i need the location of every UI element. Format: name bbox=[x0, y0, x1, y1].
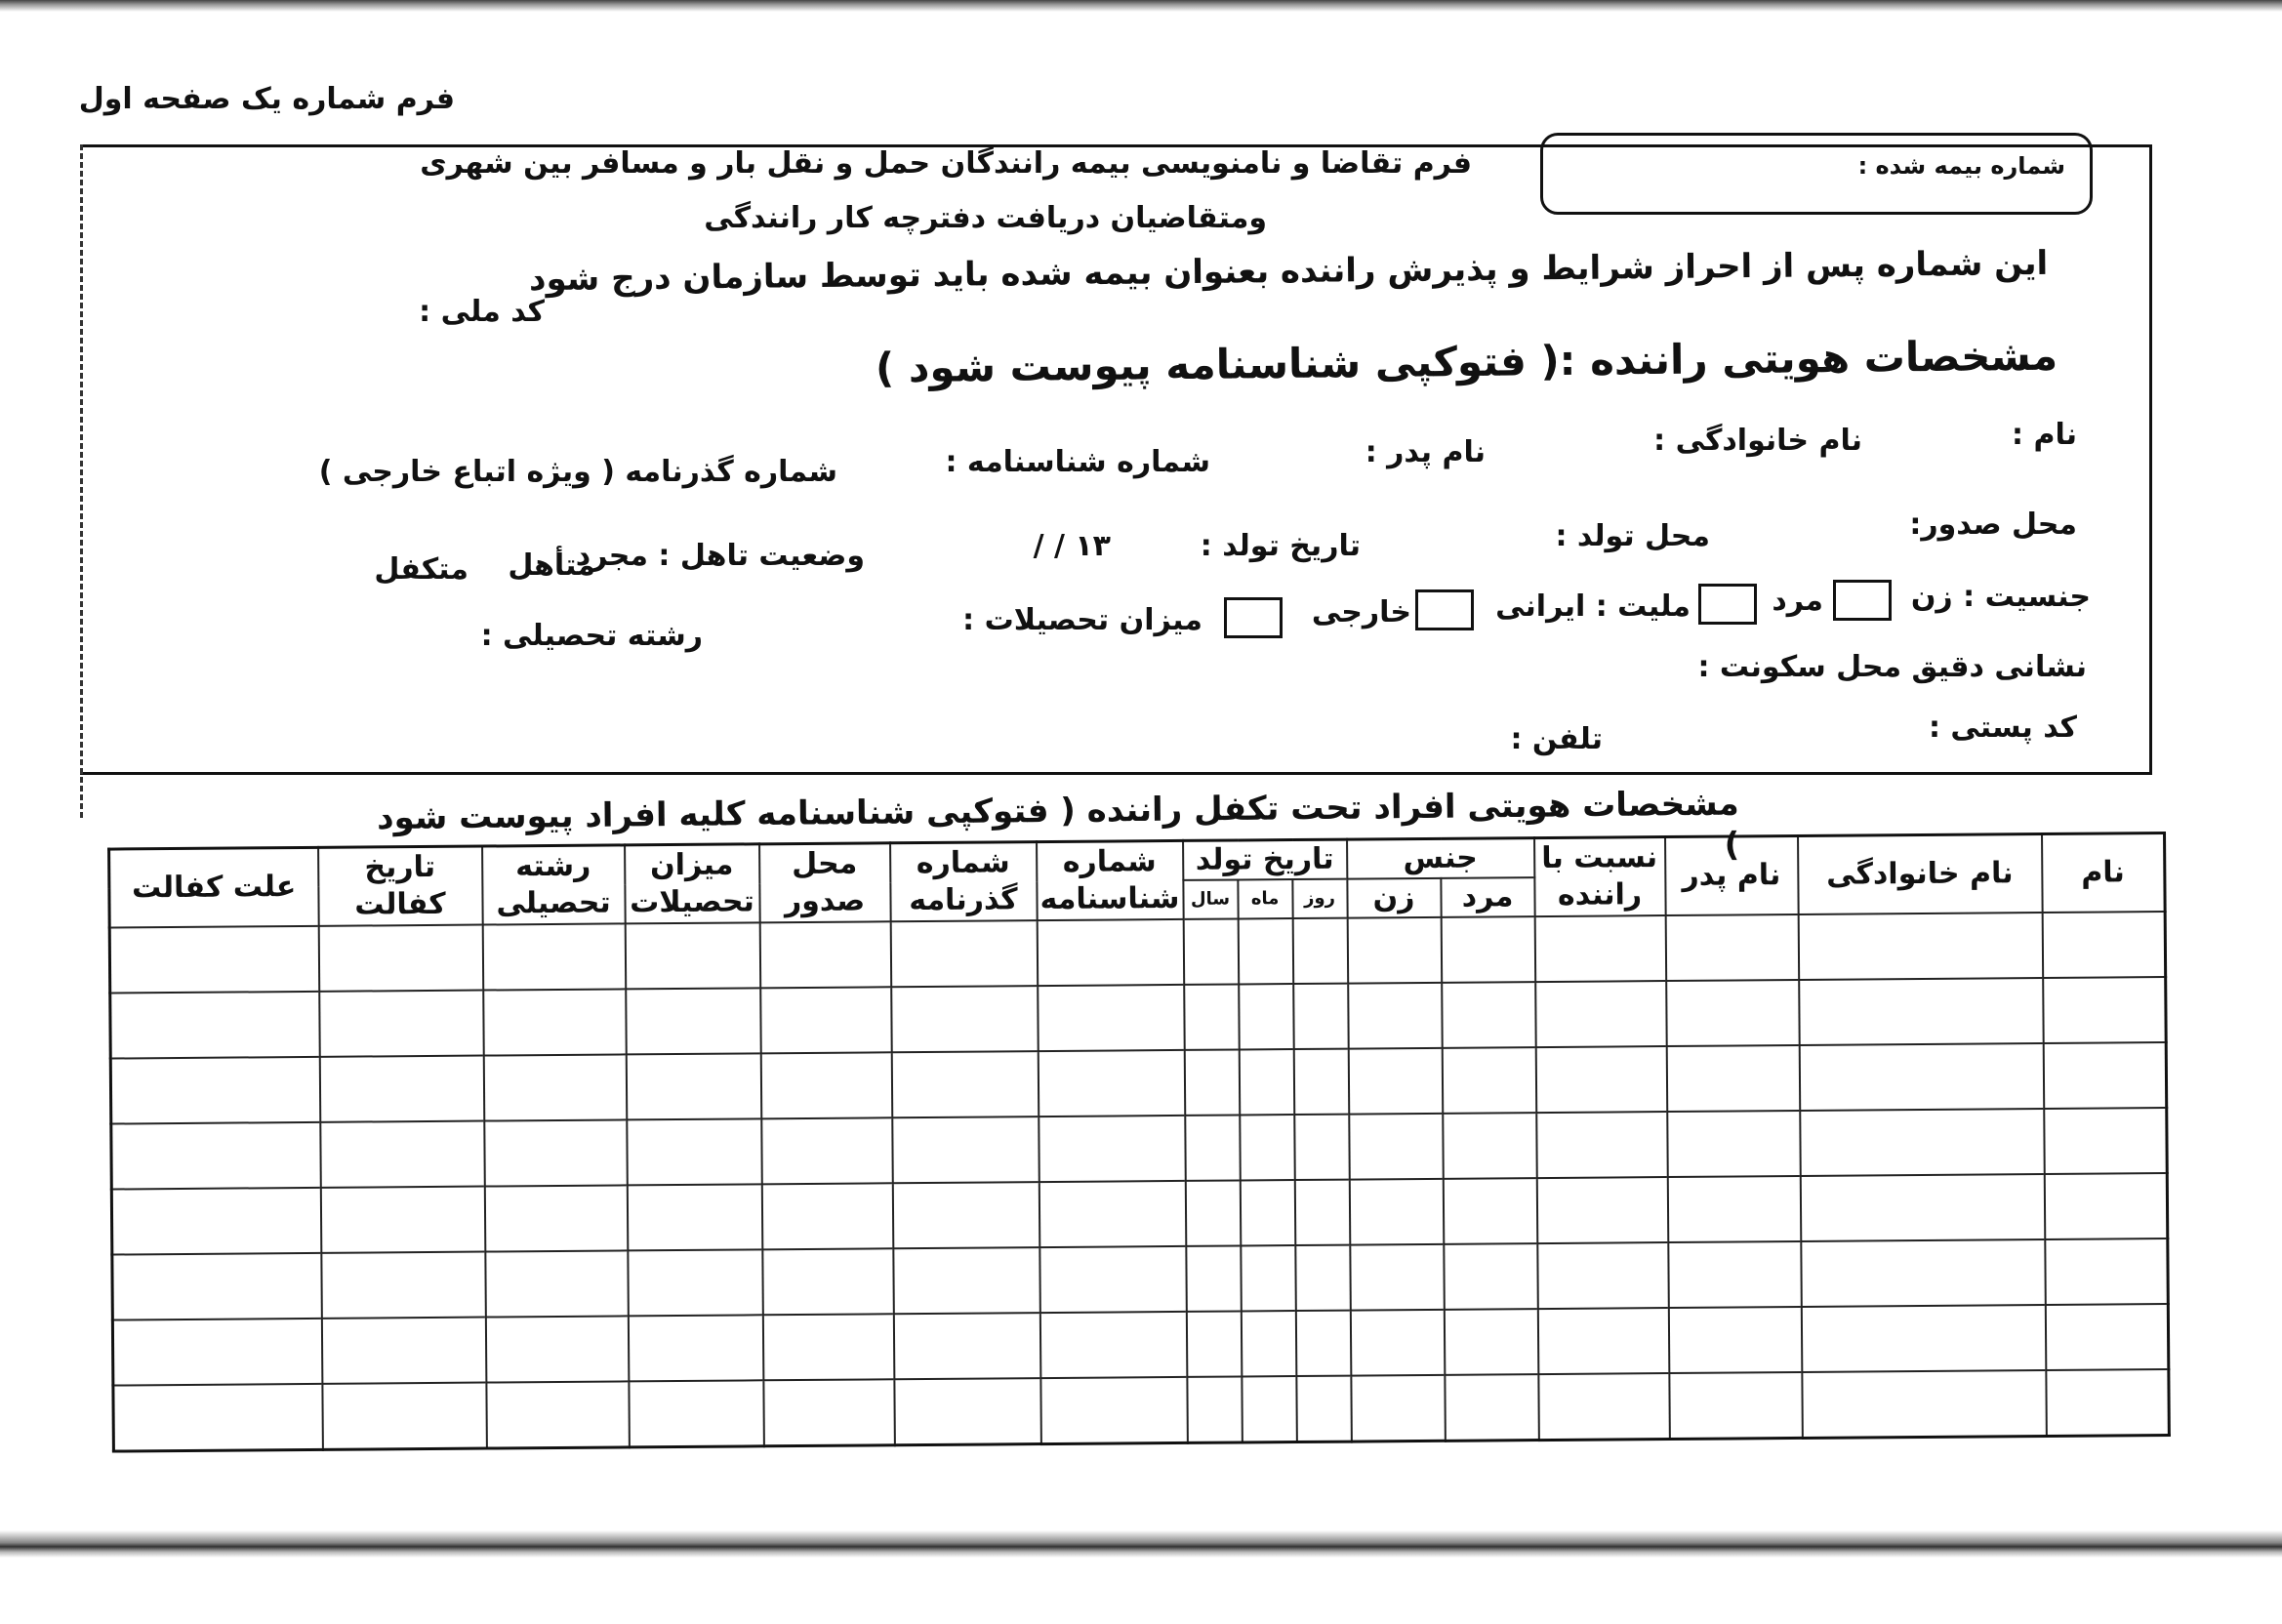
table-cell[interactable] bbox=[1292, 918, 1348, 984]
driver-gender-label: جنسیت : زن bbox=[1910, 580, 2091, 614]
table-cell[interactable] bbox=[1186, 1245, 1242, 1311]
table-cell[interactable] bbox=[1443, 1113, 1537, 1179]
dependents-section-title: مشخصات هویتی افراد تحت تکفل راننده ( فتوکپی شناسنامه کلیه افراد پیوست شود ) bbox=[376, 784, 1740, 865]
driver-birth-place-label[interactable]: محل تولد : bbox=[1555, 519, 1710, 553]
marital-option-married[interactable]: متأهل bbox=[508, 548, 595, 583]
table-cell[interactable] bbox=[485, 1250, 629, 1317]
table-cell[interactable] bbox=[2043, 1042, 2167, 1109]
table-cell[interactable] bbox=[892, 1182, 1039, 1248]
col-first-name: نام bbox=[2042, 833, 2166, 913]
table-cell[interactable] bbox=[762, 1248, 894, 1315]
table-cell[interactable] bbox=[1668, 1241, 1802, 1308]
table-cell[interactable] bbox=[760, 1052, 892, 1118]
table-cell[interactable] bbox=[1241, 1311, 1296, 1376]
table-cell[interactable] bbox=[1799, 978, 2044, 1045]
driver-birth-date-template: / / ۱۳ bbox=[1033, 529, 1111, 563]
table-cell[interactable] bbox=[1184, 984, 1240, 1049]
table-cell[interactable] bbox=[484, 1185, 628, 1251]
table-cell[interactable] bbox=[1295, 1310, 1351, 1375]
table-cell[interactable] bbox=[891, 1051, 1039, 1117]
table-cell[interactable] bbox=[1666, 980, 1800, 1046]
col-guardianship-reason: علت کفالت bbox=[109, 847, 319, 927]
scan-bottom-edge bbox=[0, 1530, 2282, 1558]
table-cell[interactable] bbox=[1442, 982, 1536, 1048]
table-cell[interactable] bbox=[891, 986, 1039, 1052]
table-cell[interactable] bbox=[762, 1314, 894, 1380]
table-cell[interactable] bbox=[1039, 1312, 1187, 1378]
col-education-level: میزان تحصیلات bbox=[625, 844, 760, 924]
col-issue-place: محل صدور bbox=[759, 843, 891, 923]
scan-top-edge bbox=[0, 0, 2282, 12]
table-cell[interactable] bbox=[1242, 1376, 1297, 1442]
table-cell[interactable] bbox=[318, 925, 483, 992]
driver-nationality-label: ملیت : ایرانی bbox=[1495, 589, 1691, 624]
table-cell[interactable] bbox=[1538, 1373, 1670, 1441]
driver-phone-label[interactable]: تلفن : bbox=[1510, 722, 1603, 756]
table-cell[interactable] bbox=[1536, 1112, 1668, 1178]
table-cell[interactable] bbox=[1039, 1116, 1186, 1182]
table-cell[interactable] bbox=[626, 988, 761, 1054]
table-cell[interactable] bbox=[1799, 1043, 2044, 1111]
table-cell[interactable] bbox=[1350, 1244, 1445, 1311]
table-cell[interactable] bbox=[1039, 1181, 1186, 1247]
table-cell[interactable] bbox=[627, 1184, 762, 1250]
table-cell[interactable] bbox=[1669, 1372, 1803, 1440]
table-cell[interactable] bbox=[761, 1117, 893, 1184]
table-cell[interactable] bbox=[2045, 1238, 2169, 1305]
table-cell[interactable] bbox=[1537, 1242, 1669, 1309]
table-cell[interactable] bbox=[1798, 913, 2043, 980]
table-cell[interactable] bbox=[1241, 1245, 1296, 1311]
table-cell[interactable] bbox=[625, 922, 760, 989]
col-gender: جنس bbox=[1347, 838, 1534, 879]
driver-field-of-study-label[interactable]: رشته تحصیلی : bbox=[480, 619, 703, 653]
table-cell[interactable] bbox=[484, 1119, 628, 1186]
table-cell[interactable] bbox=[1184, 1049, 1240, 1115]
table-cell[interactable] bbox=[1537, 1308, 1669, 1374]
col-birth-date: تاریخ تولد bbox=[1183, 839, 1347, 880]
table-cell[interactable] bbox=[1187, 1376, 1243, 1442]
table-cell[interactable] bbox=[320, 1186, 485, 1252]
table-cell[interactable] bbox=[1667, 1176, 1801, 1242]
table-cell[interactable] bbox=[1295, 1245, 1351, 1311]
driver-father-name-label[interactable]: نام پدر : bbox=[1365, 435, 1486, 469]
table-cell[interactable] bbox=[1185, 1115, 1241, 1180]
table-cell[interactable] bbox=[1801, 1305, 2046, 1372]
driver-address-label[interactable]: نشانی دقیق محل سکونت : bbox=[1697, 650, 2087, 684]
table-cell[interactable] bbox=[1296, 1375, 1352, 1441]
table-cell[interactable] bbox=[2042, 912, 2166, 978]
table-cell[interactable] bbox=[1667, 1111, 1801, 1177]
insured-number-label: شماره بیمه شده : bbox=[1857, 152, 2065, 180]
table-cell[interactable] bbox=[1441, 916, 1535, 983]
marital-option-guardian[interactable]: متکفل bbox=[374, 552, 469, 587]
driver-marital-status-label[interactable]: وضعیت تاهل : مجرد bbox=[575, 539, 865, 573]
table-cell[interactable] bbox=[112, 1319, 322, 1386]
table-cell[interactable] bbox=[319, 991, 484, 1057]
national-code-label: کد ملی : bbox=[419, 295, 545, 329]
page-label: فرم شماره یک صفحه اول bbox=[78, 82, 455, 116]
driver-section-title: مشخصات هویتی راننده :( فتوکپی شناسنامه پیوست شود ) bbox=[875, 331, 2058, 392]
table-cell[interactable] bbox=[893, 1247, 1040, 1314]
table-cell[interactable] bbox=[894, 1378, 1041, 1445]
table-cell[interactable] bbox=[485, 1316, 629, 1382]
table-cell[interactable] bbox=[1347, 917, 1442, 984]
table-cell[interactable] bbox=[1239, 1049, 1294, 1115]
table-cell[interactable] bbox=[112, 1253, 322, 1320]
table-cell[interactable] bbox=[319, 1056, 484, 1122]
col-birth-year: سال bbox=[1183, 879, 1238, 918]
driver-postal-code-label[interactable]: کد پستی : bbox=[1928, 710, 2077, 745]
form-title-line2: ومتقاضیان دریافت دفترچه کار رانندگی bbox=[704, 201, 1267, 235]
nationality-foreign-checkbox[interactable] bbox=[1224, 597, 1283, 638]
col-birth-day: روز bbox=[1292, 879, 1347, 918]
gender-female-checkbox[interactable] bbox=[1833, 580, 1892, 621]
driver-last-name-label[interactable]: نام خانوادگی : bbox=[1653, 424, 1862, 458]
table-cell[interactable] bbox=[627, 1118, 762, 1185]
table-cell[interactable] bbox=[113, 1384, 323, 1451]
table-cell[interactable] bbox=[1802, 1370, 2047, 1439]
col-passport-number: شماره گذرنامه bbox=[890, 842, 1038, 922]
table-cell[interactable] bbox=[1183, 918, 1239, 984]
table-cell[interactable] bbox=[1666, 1045, 1800, 1112]
table-cell[interactable] bbox=[110, 1057, 320, 1124]
table-cell[interactable] bbox=[1240, 1180, 1295, 1245]
table-cell[interactable] bbox=[2046, 1369, 2170, 1437]
table-cell[interactable] bbox=[626, 1053, 761, 1119]
table-cell[interactable] bbox=[111, 1188, 321, 1255]
table-cell[interactable] bbox=[1294, 1115, 1350, 1180]
table-cell[interactable] bbox=[1348, 1048, 1443, 1115]
table-cell[interactable] bbox=[763, 1379, 895, 1446]
table-cell[interactable] bbox=[1351, 1375, 1446, 1441]
driver-id-number-label[interactable]: شماره شناسنامه : bbox=[945, 445, 1210, 479]
col-last-name: نام خانوادگی bbox=[1798, 834, 2043, 914]
table-cell[interactable] bbox=[1534, 915, 1666, 982]
table-cell[interactable] bbox=[892, 1116, 1039, 1183]
table-cell[interactable] bbox=[321, 1317, 486, 1383]
table-cell[interactable] bbox=[1238, 918, 1293, 984]
gender-male-checkbox[interactable] bbox=[1698, 584, 1757, 625]
frame-left-edge bbox=[80, 144, 86, 818]
nationality-foreign-label: خارجی bbox=[1311, 595, 1411, 629]
col-field-of-study: رشته تحصیلی bbox=[482, 845, 626, 925]
dependents-body bbox=[109, 912, 2169, 1451]
table-cell[interactable] bbox=[110, 992, 320, 1059]
table-cell[interactable] bbox=[1037, 919, 1184, 986]
table-cell[interactable] bbox=[1445, 1374, 1539, 1441]
table-cell[interactable] bbox=[1350, 1310, 1445, 1376]
table-cell[interactable] bbox=[320, 1120, 485, 1187]
table-cell[interactable] bbox=[483, 1054, 627, 1120]
table-cell[interactable] bbox=[1293, 984, 1349, 1049]
table-cell[interactable] bbox=[1040, 1377, 1188, 1444]
table-cell[interactable] bbox=[1349, 1114, 1444, 1180]
table-cell[interactable] bbox=[1349, 1179, 1444, 1245]
col-relation: نسبت با راننده bbox=[1534, 837, 1666, 917]
table-cell[interactable] bbox=[1186, 1311, 1242, 1376]
table-cell[interactable] bbox=[2044, 1173, 2168, 1239]
table-cell[interactable] bbox=[1535, 1046, 1667, 1113]
table-cell[interactable] bbox=[761, 1183, 893, 1249]
table-cell[interactable] bbox=[1665, 914, 1799, 981]
table-cell[interactable] bbox=[2043, 977, 2167, 1043]
driver-first-name-label[interactable]: نام : bbox=[2012, 418, 2077, 452]
table-cell[interactable] bbox=[109, 926, 319, 994]
table-cell[interactable] bbox=[486, 1381, 630, 1448]
table-cell[interactable] bbox=[111, 1122, 321, 1190]
table-cell[interactable] bbox=[628, 1249, 763, 1316]
table-cell[interactable] bbox=[1801, 1239, 2046, 1307]
table-cell[interactable] bbox=[759, 921, 891, 988]
table-cell[interactable] bbox=[1444, 1243, 1538, 1310]
table-cell[interactable] bbox=[1444, 1309, 1538, 1375]
col-father-name: نام پدر bbox=[1665, 835, 1799, 915]
table-cell[interactable] bbox=[1294, 1180, 1350, 1245]
table-cell[interactable] bbox=[322, 1382, 487, 1449]
table-cell[interactable] bbox=[890, 920, 1038, 987]
table-cell[interactable] bbox=[1668, 1307, 1802, 1373]
table-cell[interactable] bbox=[483, 989, 627, 1055]
table-cell[interactable] bbox=[1536, 1177, 1668, 1243]
table-cell[interactable] bbox=[628, 1315, 763, 1381]
form-title-line1: فرم تقاضا و نامنویسی بیمه رانندگان حمل و نقل بار و مسافر بین شهری bbox=[420, 146, 1472, 181]
table-cell[interactable] bbox=[629, 1380, 764, 1447]
col-id-number: شماره شناسنامه bbox=[1037, 840, 1184, 920]
table-cell[interactable] bbox=[893, 1313, 1040, 1379]
table-cell[interactable] bbox=[1038, 985, 1185, 1051]
table-cell[interactable] bbox=[1239, 984, 1294, 1049]
table-cell[interactable] bbox=[1293, 1049, 1349, 1115]
table-cell[interactable] bbox=[1038, 1050, 1185, 1116]
nationality-iranian-checkbox[interactable] bbox=[1415, 589, 1474, 630]
driver-birth-date-label[interactable]: تاریخ تولد : bbox=[1200, 529, 1361, 563]
table-cell[interactable] bbox=[1535, 981, 1667, 1047]
table-cell[interactable] bbox=[760, 987, 892, 1053]
insured-number-note: این شماره پس از احراز شرایط و پذیرش راننده بعنوان بیمه شده باید توسط سازمان درج شود bbox=[528, 243, 2049, 300]
table-cell[interactable] bbox=[2045, 1304, 2169, 1370]
table-cell[interactable] bbox=[1800, 1109, 2045, 1176]
driver-issue-place-label[interactable]: محل صدور: bbox=[1909, 508, 2077, 542]
gender-male-label: مرد bbox=[1772, 584, 1823, 618]
table-cell[interactable] bbox=[1240, 1115, 1295, 1180]
table-cell[interactable] bbox=[1443, 1178, 1537, 1244]
driver-passport-number-label[interactable]: شماره گذرنامه ( ویژه اتباع خارجی ) bbox=[318, 455, 837, 489]
table-cell[interactable] bbox=[2044, 1108, 2168, 1174]
table-cell[interactable] bbox=[321, 1251, 486, 1318]
table-cell[interactable] bbox=[1348, 983, 1443, 1049]
col-birth-month: ماه bbox=[1238, 879, 1292, 918]
col-gender-female: زن bbox=[1347, 878, 1441, 918]
col-guardianship-date: تاریخ کفالت bbox=[318, 846, 483, 926]
driver-education-level-label[interactable]: میزان تحصیلات : bbox=[962, 603, 1202, 637]
table-cell[interactable] bbox=[1039, 1246, 1187, 1313]
table-cell[interactable] bbox=[1185, 1180, 1241, 1245]
table-cell[interactable] bbox=[1442, 1047, 1536, 1114]
col-gender-male: مرد bbox=[1441, 877, 1534, 917]
table-cell[interactable] bbox=[1800, 1174, 2045, 1241]
dependents-table bbox=[107, 832, 2171, 1453]
table-cell[interactable] bbox=[482, 923, 626, 990]
